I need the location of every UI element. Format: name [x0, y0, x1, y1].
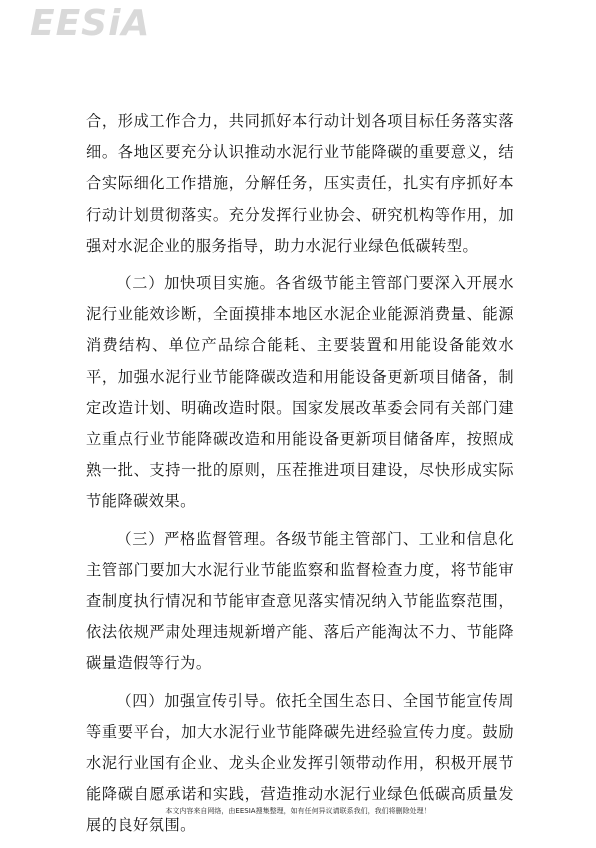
document-body [86, 106, 514, 848]
footer-notice: 本文内容来自网络，由EESIA搜集整理，如有任何异议请联系我们，我们将删除处理！ [165, 807, 431, 815]
paragraph-publicity: （四）加强宣传引导。依托全国生态日、全国节能宣传周等重要平台，加大水泥行业节能降碳先进经验宣传力度。鼓励水泥行业国有企业、龙头企业发挥引领带动作用，积极开展节能降碳自愿承诺和实践，营造推动水泥行业绿色低碳高质量发展的良好氛围。 [86, 691, 514, 835]
paragraph-supervision: （三）严格监督管理。各级节能主管部门、工业和信息化主管部门要加大水泥行业节能监察和监督检查力度，将节能审查制度执行情况和节能审查意见落实情况纳入节能监察范围，依法依规严肃处理违规新增产能、落后产能淘汰不力、节能降碳量造假等行为。 [86, 529, 514, 673]
paragraph-project-implementation: （二）加快项目实施。各省级节能主管部门要深入开展水泥行业能效诊断，全面摸排本地区水泥企业能源消费量、能源消费结构、单位产品综合能耗、主要装置和用能设备能效水平，加强水泥行业节能降碳改造和用能设备更新项目储备，制定改造计划、明确改造时限。国家发展改革委会同有关部门建立重点行业节能降碳改造和用能设备更新项目储备库，按照成熟一批、支持一批的原则，压茬推进项目建设，尽快形成实际节能降碳效果。 [86, 274, 514, 511]
paragraph-continuation: 合，形成工作合力，共同抓好本行动计划各项目标任务落实落细。各地区要充分认识推动水泥行业节能降碳的重要意义，结合实际细化工作措施，分解任务，压实责任，扎实有序抓好本行动计划贯彻落实。充分发挥行业协会、研究机构等作用，加强对水泥企业的服务指导，助力水泥行业绿色低碳转型。 [86, 112, 514, 255]
eesia-logo-watermark: EESiA [30, 3, 151, 44]
